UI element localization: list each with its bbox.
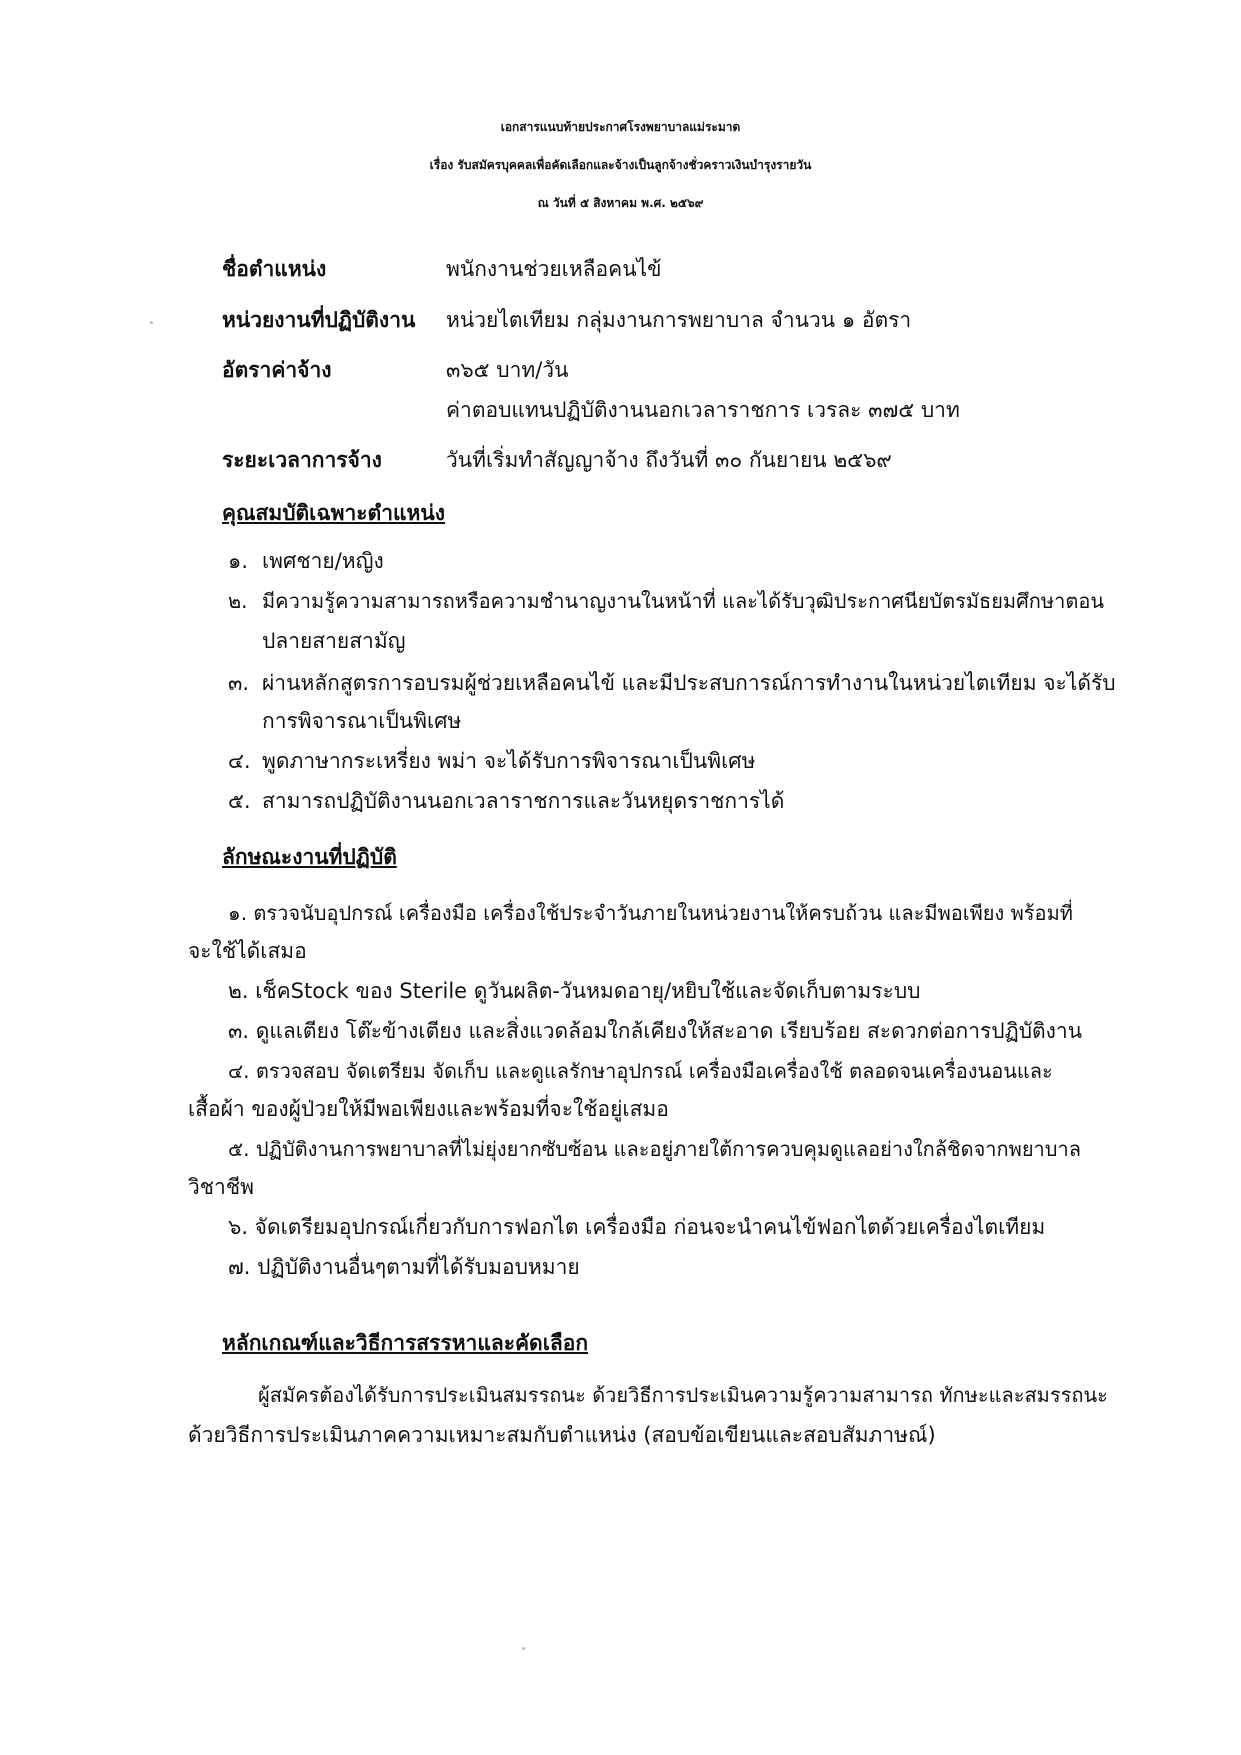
duty-item-continued: เสื้อผ้า ของผู้ป่วยให้มีพอเพียงและพร้อมที่จะใช้อยู่เสมอ (188, 1097, 669, 1121)
unit-value: หน่วยไตเทียม กลุ่มงานการพยาบาล จำนวน ๑ อัตรา (446, 308, 912, 332)
qualification-text-continued: การพิจารณาเป็นพิเศษ (262, 709, 462, 733)
qualification-text: เพศชาย/หญิง (262, 549, 384, 573)
header-line-1: เอกสารแนบท้ายประกาศโรงพยาบาลแม่ระมาด (500, 120, 741, 134)
qualification-number: ๓. (228, 671, 250, 695)
duty-item: ๑. ตรวจนับอุปกรณ์ เครื่องมือ เครื่องใช้ประจำวันภายในหน่วยงานให้ครบถ้วน และมีพอเพียง พร้อมที่ (228, 901, 1073, 925)
qualification-text-continued: ปลายสายสามัญ (262, 629, 406, 653)
duty-item: ๔. ตรวจสอบ จัดเตรียม จัดเก็บ และดูแลรักษาอุปกรณ์ เครื่องมือเครื่องใช้ ตลอดจนเครื่องนอนและ (228, 1059, 1053, 1083)
qualification-text: สามารถปฏิบัติงานนอกเวลาราชการและวันหยุดราชการได้ (262, 789, 785, 813)
qualification-item (228, 786, 784, 816)
qualification-text: พูดภาษากระเหรี่ยง พม่า จะได้รับการพิจารณาเป็นพิเศษ (262, 749, 756, 773)
wage-label: อัตราค่าจ้าง (222, 358, 332, 382)
position-label: ชื่อตำแหน่ง (222, 257, 327, 281)
duty-item-continued: จะใช้ได้เสมอ (188, 939, 307, 963)
wage-extra: ค่าตอบแทนปฏิบัติงานนอกเวลาราชการ เวรละ ๓๗๕ บาท (446, 398, 960, 422)
qualification-item (228, 586, 1104, 616)
qualification-number: ๒. (228, 589, 248, 613)
scan-speck (150, 321, 153, 324)
duty-item: ๗. ปฏิบัติงานอื่นๆตามที่ได้รับมอบหมาย (228, 1255, 580, 1279)
scan-speck (522, 1647, 525, 1650)
qualification-number: ๕. (228, 789, 251, 813)
qualification-number: ๑. (228, 549, 249, 573)
qualification-item (228, 546, 384, 576)
qualification-text: ผ่านหลักสูตรการอบรมผู้ช่วยเหลือคนไข้ และมีประสบการณ์การทำงานในหน่วยไตเทียม จะได้รับ (262, 671, 1116, 695)
period-label: ระยะเวลาการจ้าง (222, 448, 382, 472)
position-value: พนักงานช่วยเหลือคนไข้ (446, 257, 662, 281)
qualification-text: มีความรู้ความสามารถหรือความชำนาญงานในหน้าที่ และได้รับวุฒิประกาศนียบัตรมัธยมศึกษาตอน (262, 589, 1105, 613)
qualification-item (228, 746, 755, 776)
duty-item-continued: วิชาชีพ (188, 1175, 254, 1199)
selection-text: ผู้สมัครต้องได้รับการประเมินสมรรถนะ ด้วยวิธีการประเมินความรู้ความสามารถ ทักษะและสมรรถนะ (258, 1383, 1108, 1407)
qualifications-heading: คุณสมบัติเฉพาะตำแหน่ง (222, 501, 445, 525)
header-line-2: เรื่อง รับสมัครบุคคลเพื่อคัดเลือกและจ้างเป็นลูกจ้างชั่วคราวเงินบำรุงรายวัน (429, 158, 812, 172)
qualification-item (228, 668, 1116, 698)
header-line-3: ณ วันที่ ๕ สิงหาคม พ.ศ. ๒๕๖๙ (537, 196, 704, 210)
period-value: วันที่เริ่มทำสัญญาจ้าง ถึงวันที่ ๓๐ กันยายน ๒๕๖๙ (446, 448, 892, 472)
wage-value: ๓๖๕ บาท/วัน (446, 358, 569, 382)
qualification-number: ๔. (228, 749, 251, 773)
duties-heading: ลักษณะงานที่ปฏิบัติ (222, 845, 397, 869)
selection-heading: หลักเกณฑ์และวิธีการสรรหาและคัดเลือก (222, 1331, 589, 1355)
unit-label: หน่วยงานที่ปฏิบัติงาน (222, 308, 416, 332)
duty-item: ๒. เช็คStock ของ Sterile ดูวันผลิต-วันหมดอายุ/หยิบใช้และจัดเก็บตามระบบ (228, 979, 921, 1003)
duty-item: ๓. ดูแลเตียง โต๊ะข้างเตียง และสิ่งแวดล้อมใกล้เคียงให้สะอาด เรียบร้อย สะดวกต่อการปฏิบัติงาน (228, 1019, 1083, 1043)
duty-item: ๕. ปฏิบัติงานการพยาบาลที่ไม่ยุ่งยากซับซ้อน และอยู่ภายใต้การควบคุมดูแลอย่างใกล้ชิดจากพยาบาล (228, 1137, 1081, 1161)
selection-text-continued: ด้วยวิธีการประเมินภาคความเหมาะสมกับตำแหน่ง (สอบข้อเขียนและสอบสัมภาษณ์) (188, 1423, 936, 1447)
duty-item: ๖. จัดเตรียมอุปกรณ์เกี่ยวกับการฟอกไต เครื่องมือ ก่อนจะนำคนไข้ฟอกไตด้วยเครื่องไตเทียม (228, 1215, 1046, 1239)
